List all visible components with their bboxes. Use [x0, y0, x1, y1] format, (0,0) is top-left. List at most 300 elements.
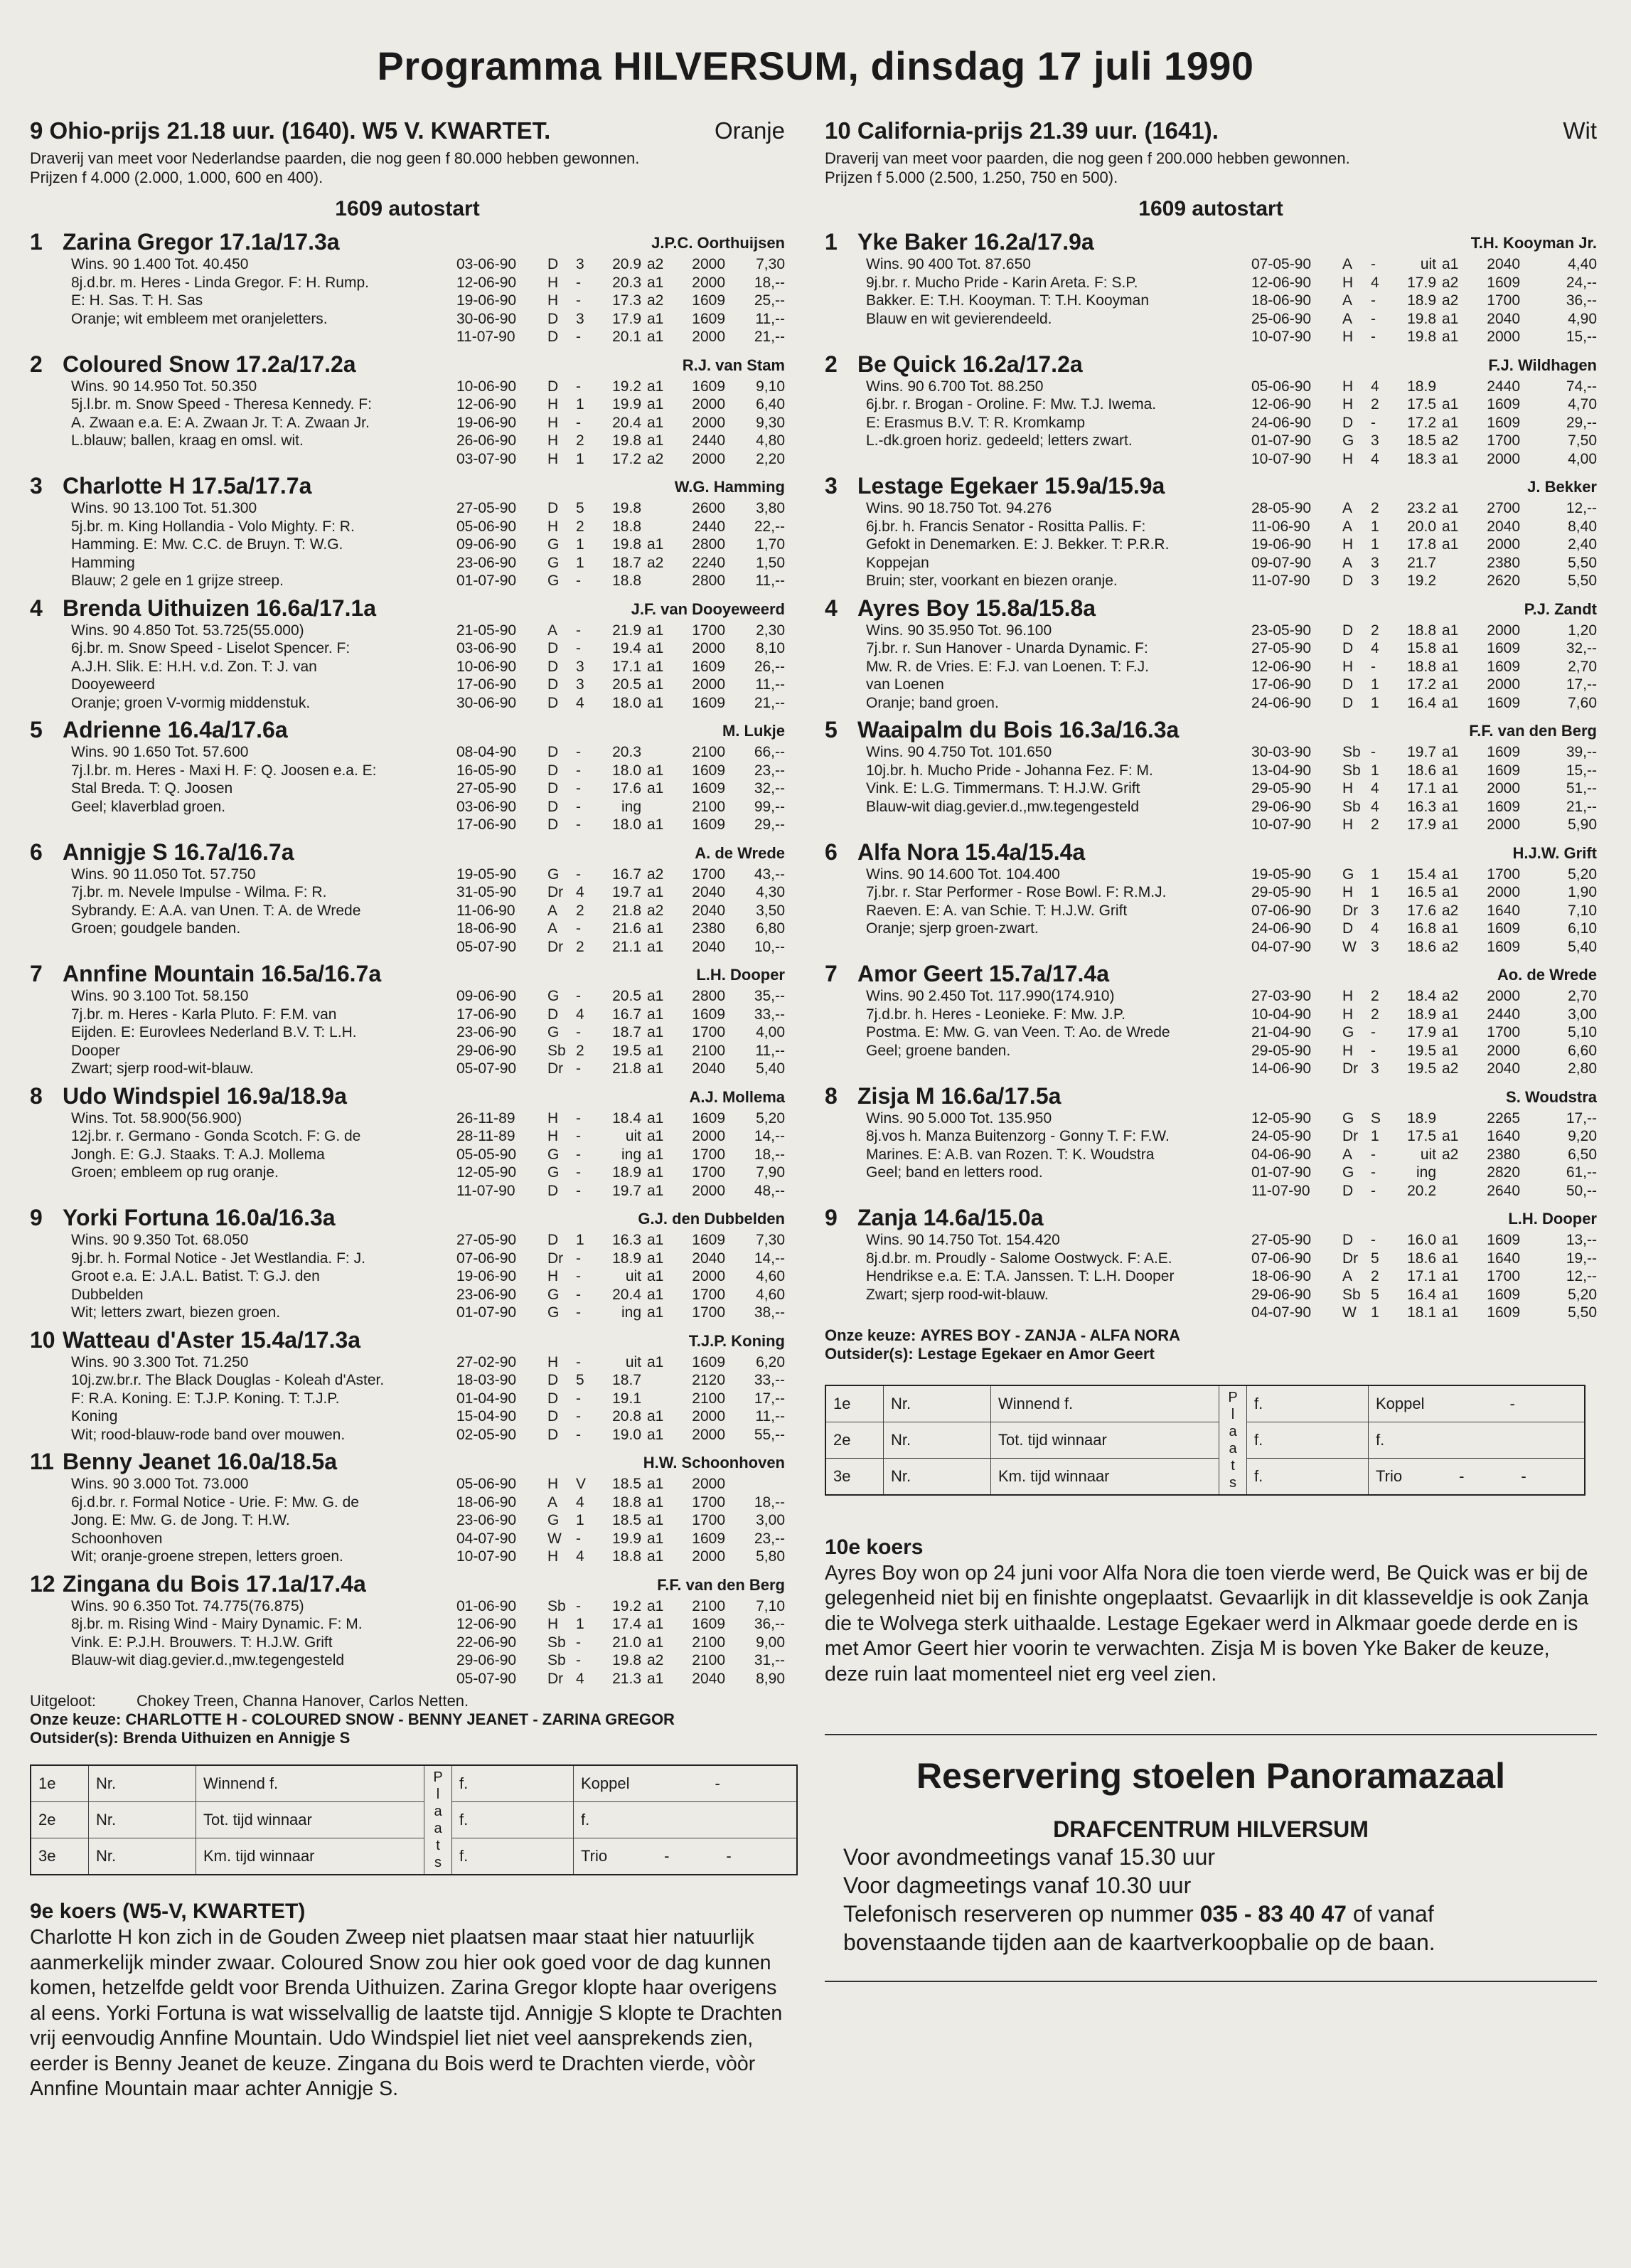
- result-cell: -: [576, 1109, 581, 1127]
- bet-number-field[interactable]: Nr.: [884, 1422, 991, 1458]
- outsider-label: Outsider(s):: [825, 1344, 914, 1363]
- result-cell: 2440: [1487, 378, 1520, 395]
- horse-entry: [825, 716, 1597, 834]
- result-cell: 2380: [1487, 554, 1520, 571]
- horse-detail-line: 6j.br. r. Brogan - Oroline. F: Mw. T.J. Iwema.: [866, 396, 1157, 412]
- result-cell: 3: [1371, 902, 1379, 919]
- result-cell: 1700: [692, 1024, 725, 1040]
- result-cell: Sb: [1342, 798, 1361, 815]
- results-table: [456, 1597, 785, 1688]
- result-cell: 2000: [692, 414, 725, 431]
- result-cell: 20.4: [612, 1286, 641, 1303]
- result-cell: 4: [1371, 780, 1379, 797]
- race-10-picks: [825, 1326, 1597, 1363]
- result-cell: -: [1371, 658, 1376, 675]
- result-cell: 1609: [1487, 798, 1520, 815]
- horse-name-line: [30, 351, 456, 378]
- result-cell: 18.8: [1407, 622, 1436, 639]
- result-row: [456, 1426, 785, 1444]
- result-cell: a1: [647, 1060, 664, 1077]
- result-row: [1251, 920, 1597, 938]
- result-cell: 2: [576, 1042, 584, 1059]
- horse-detail-line: 8j.vos h. Manza Buitenzorg - Gonny T. F: F.W.: [866, 1128, 1170, 1144]
- result-row: [456, 1670, 785, 1688]
- result-cell: 3: [576, 256, 584, 272]
- horse-detail-line: 7j.br. r. Star Performer - Rose Bowl. F: R.M.J.: [866, 884, 1167, 900]
- result-cell: a1: [1442, 396, 1459, 412]
- result-cell: 27-05-90: [456, 1232, 517, 1248]
- result-cell: -: [576, 1390, 581, 1407]
- result-row: [1251, 1286, 1597, 1304]
- bet-label: Km. tijd winnaar: [991, 1458, 1219, 1495]
- result-cell: 5,80: [756, 1548, 785, 1565]
- result-cell: 01-06-90: [456, 1597, 517, 1614]
- result-cell: 1: [1371, 1304, 1379, 1321]
- result-cell: 23,--: [754, 1530, 785, 1547]
- result-cell: 03-06-90: [456, 256, 517, 272]
- result-cell: 19.9: [612, 1530, 641, 1547]
- result-cell: a1: [1442, 518, 1459, 535]
- bet-row: [825, 1458, 1585, 1495]
- horse-info: [825, 1082, 1251, 1200]
- result-cell: a1: [1442, 694, 1459, 711]
- horse-results: [456, 228, 785, 346]
- result-cell: 18.9: [1407, 1006, 1436, 1023]
- plaats-letter: l: [436, 1787, 440, 1802]
- horse-entry: [825, 472, 1597, 590]
- horse-name: Benny Jeanet 16.0a/18.5a: [63, 1449, 338, 1474]
- result-row: [456, 378, 785, 396]
- horse-detail-line: Oranje; groen V-vormig middenstuk.: [71, 694, 311, 711]
- result-cell: 2000: [692, 1128, 725, 1144]
- plaats-letter: t: [1231, 1457, 1235, 1474]
- result-cell: G: [547, 536, 560, 553]
- horse-detail-line: Wins. 90 400 Tot. 87.650: [866, 256, 1031, 272]
- horse-detail-line: Oranje; sjerp groen-zwart.: [866, 920, 1039, 937]
- plaats-letter: a: [1229, 1423, 1237, 1439]
- result-cell: 11-07-90: [456, 1182, 515, 1199]
- result-row: [456, 1146, 785, 1164]
- result-cell: 17,--: [754, 1390, 785, 1407]
- horse-detail-line: Blauw-wit diag.gevier.d.,mw.tegengesteld: [866, 798, 1140, 815]
- trainer-name: H.W. Schoonhoven: [643, 1454, 785, 1471]
- result-cell: 27-03-90: [1251, 988, 1312, 1004]
- result-cell: 19.5: [1407, 1042, 1436, 1059]
- result-row: [456, 866, 785, 884]
- result-cell: a1: [647, 1530, 664, 1547]
- result-cell: 8,90: [756, 1670, 785, 1687]
- result-cell: 29-06-90: [456, 1042, 517, 1059]
- result-cell: 4,90: [1568, 310, 1597, 327]
- result-row: [456, 1475, 785, 1494]
- bet-number-field[interactable]: Nr.: [89, 1802, 196, 1838]
- result-cell: A: [1342, 518, 1353, 535]
- result-cell: 18.9: [1407, 1109, 1436, 1127]
- bet-amount-field[interactable]: f.: [452, 1802, 574, 1838]
- trainer-name: T.H. Kooyman Jr.: [1470, 234, 1597, 252]
- bet-extra[interactable]: [574, 1838, 798, 1875]
- promo-text: of vanaf: [1346, 1901, 1434, 1927]
- race-10-bet-form: [825, 1385, 1585, 1496]
- result-cell: 74,--: [1566, 378, 1597, 395]
- result-cell: [647, 743, 675, 762]
- result-cell: a1: [647, 622, 664, 639]
- result-cell: 2000: [1487, 884, 1520, 900]
- result-cell: D: [547, 500, 559, 516]
- horse-info: [30, 472, 456, 590]
- horse-detail-line: Wins. 90 6.700 Tot. 88.250: [866, 378, 1044, 395]
- result-cell: 3: [1371, 938, 1379, 955]
- result-cell: 1609: [1487, 658, 1520, 675]
- result-cell: 23-06-90: [456, 1024, 517, 1040]
- horse-detail-line: van Loenen: [866, 676, 944, 693]
- horse-entry: [825, 960, 1597, 1078]
- result-cell: A: [1342, 256, 1353, 272]
- result-cell: D: [547, 1182, 559, 1199]
- result-cell: 1700: [692, 866, 725, 883]
- result-cell: a1: [1442, 798, 1459, 815]
- bet-number-field[interactable]: Nr.: [89, 1765, 196, 1802]
- bet-extra[interactable]: [574, 1802, 798, 1838]
- result-cell: 19-05-90: [456, 866, 517, 883]
- result-cell: -: [1371, 1042, 1376, 1059]
- result-cell: Dr: [547, 884, 564, 900]
- result-cell: uit: [625, 1353, 641, 1370]
- bet-amount-field[interactable]: f.: [452, 1765, 574, 1802]
- result-cell: 19-05-90: [1251, 866, 1312, 883]
- result-cell: 1609: [1487, 762, 1520, 779]
- horse-number: 1: [30, 229, 43, 255]
- horse-detail-line: 12j.br. r. Germano - Gonda Scotch. F: G. de: [71, 1128, 361, 1144]
- result-cell: 26-06-90: [456, 432, 517, 449]
- result-row: [456, 798, 785, 816]
- horse-number: 9: [30, 1205, 43, 1230]
- bet-extra[interactable]: [574, 1765, 798, 1802]
- result-cell: D: [1342, 920, 1354, 937]
- result-cell: -: [576, 1182, 581, 1199]
- result-cell: -: [576, 1060, 581, 1077]
- result-cell: 3,50: [756, 902, 785, 919]
- result-row: [456, 292, 785, 310]
- result-cell: -: [576, 1164, 581, 1181]
- result-cell: uit: [1420, 256, 1436, 272]
- horse-number: 7: [30, 961, 43, 986]
- bet-amount-field[interactable]: f.: [1247, 1422, 1369, 1458]
- result-cell: Sb: [1342, 744, 1361, 760]
- result-cell: 1609: [692, 310, 725, 327]
- result-cell: -: [576, 866, 581, 883]
- horse-name-line: [825, 1082, 1251, 1109]
- horse-info: [30, 1448, 456, 1566]
- result-cell: 8,40: [1568, 518, 1597, 535]
- horse-name-line: [30, 1082, 456, 1109]
- result-cell: 10-07-90: [1251, 329, 1312, 345]
- result-cell: 2620: [1487, 573, 1520, 589]
- race-9-picks: [30, 1692, 785, 1747]
- horse-entry: [30, 351, 785, 469]
- result-row: [1251, 378, 1597, 396]
- result-row: [1251, 274, 1597, 292]
- race-10-start-type: 1609 autostart: [1138, 197, 1283, 220]
- result-cell: 15.4: [1407, 866, 1436, 883]
- result-cell: 19.8: [612, 1652, 641, 1668]
- result-cell: 19.7: [612, 884, 641, 900]
- result-cell: 2000: [1487, 622, 1520, 639]
- result-cell: 18.8: [612, 1494, 641, 1511]
- result-cell: 21.9: [612, 622, 641, 639]
- plaats-letter: l: [1231, 1406, 1235, 1422]
- horse-detail-line: E: Erasmus B.V. T: R. Kromkamp: [866, 414, 1086, 431]
- bet-number-field[interactable]: Nr.: [884, 1458, 991, 1495]
- result-cell: 07-06-90: [1251, 902, 1312, 919]
- result-cell: 1700: [1487, 292, 1520, 309]
- result-cell: a1: [1442, 676, 1459, 693]
- result-cell: 15-04-90: [456, 1408, 517, 1425]
- bet-extra[interactable]: [1369, 1458, 1585, 1495]
- race-9-comment-title: 9e koers (W5-V, KWARTET): [30, 1900, 306, 1923]
- result-cell: 1609: [1487, 920, 1520, 937]
- result-cell: 29-06-90: [1251, 1286, 1312, 1303]
- result-cell: 99,--: [754, 798, 785, 815]
- result-cell: a2: [1442, 902, 1459, 919]
- trainer-name: Ao. de Wrede: [1497, 966, 1597, 984]
- result-cell: 10,--: [754, 938, 785, 955]
- result-cell: 2000: [1487, 329, 1520, 345]
- result-cell: 2,80: [1568, 1060, 1597, 1077]
- horse-info: [825, 595, 1251, 713]
- horse-entry: [825, 228, 1597, 346]
- result-cell: a1: [647, 1670, 664, 1687]
- result-cell: 20.5: [612, 988, 641, 1004]
- bet-extra[interactable]: [1369, 1422, 1585, 1458]
- result-cell: 20.3: [612, 744, 641, 760]
- result-cell: 23-06-90: [456, 1512, 517, 1528]
- result-cell: 2000: [692, 640, 725, 656]
- horse-number: 2: [825, 351, 838, 377]
- result-row: [456, 987, 785, 1006]
- result-cell: 17,--: [1566, 676, 1597, 693]
- result-cell: 19-06-90: [1251, 536, 1312, 553]
- result-cell: -: [576, 1597, 581, 1614]
- result-row: [1251, 414, 1597, 432]
- horse-detail-line: Wins. 90 4.750 Tot. 101.650: [866, 744, 1052, 760]
- result-cell: 19.4: [612, 640, 641, 656]
- dash: -: [726, 1847, 732, 1865]
- horse-entry: [30, 960, 785, 1078]
- result-cell: a1: [1442, 866, 1459, 883]
- result-cell: 03-07-90: [456, 450, 517, 467]
- horse-number: 8: [30, 1082, 43, 1109]
- horse-detail-line: 10j.br. h. Mucho Pride - Johanna Fez. F: M.: [866, 762, 1153, 779]
- result-cell: 09-06-90: [456, 988, 517, 1004]
- result-row: [456, 1390, 785, 1408]
- horse-detail-line: Eijden. E: Eurovlees Nederland B.V. T: L.H.: [71, 1024, 357, 1040]
- result-cell: 2000: [692, 329, 725, 345]
- result-cell: 31-05-90: [456, 884, 517, 900]
- result-cell: 4: [576, 694, 584, 711]
- result-cell: 2380: [692, 920, 725, 937]
- result-row: [1251, 450, 1597, 469]
- result-cell: a1: [1442, 450, 1459, 467]
- result-cell: 18,--: [754, 1146, 785, 1163]
- result-cell: 24-06-90: [1251, 920, 1312, 937]
- result-cell: 2000: [1487, 450, 1520, 467]
- result-cell: 2440: [692, 518, 725, 535]
- result-cell: 1609: [692, 378, 725, 395]
- horse-detail-line: Wit; rood-blauw-rode band over mouwen.: [71, 1426, 346, 1443]
- result-cell: 32,--: [754, 780, 785, 797]
- result-cell: 17.1: [1407, 780, 1436, 797]
- result-cell: 15,--: [1566, 329, 1597, 345]
- result-cell: 2: [1371, 500, 1379, 516]
- result-cell: 12-06-90: [1251, 396, 1312, 412]
- result-cell: 07-06-90: [456, 1250, 517, 1267]
- result-cell: H: [1342, 396, 1354, 412]
- result-cell: 4: [1371, 274, 1379, 291]
- result-cell: G: [547, 1512, 560, 1528]
- result-cell: [1442, 554, 1470, 573]
- race-9-prize-line: Prijzen f 4.000 (2.000, 1.000, 600 en 400).: [30, 169, 323, 186]
- bet-label: Winnend f.: [196, 1765, 424, 1802]
- result-cell: Dr: [1342, 1250, 1359, 1267]
- bet-number-field[interactable]: Nr.: [89, 1838, 196, 1875]
- result-cell: Sb: [547, 1042, 566, 1059]
- result-cell: 2100: [692, 1597, 725, 1614]
- result-cell: 2000: [692, 1182, 725, 1199]
- result-row: [456, 938, 785, 957]
- horse-results: [456, 1570, 785, 1688]
- result-cell: D: [547, 816, 559, 833]
- result-cell: a1: [1442, 1268, 1459, 1284]
- result-cell: -: [576, 1304, 581, 1321]
- result-cell: 21.0: [612, 1634, 641, 1651]
- result-cell: A: [1342, 1146, 1353, 1163]
- result-row: [456, 920, 785, 938]
- result-cell: H: [547, 274, 559, 291]
- result-cell: 17.2: [1407, 414, 1436, 431]
- result-cell: 1: [576, 536, 584, 553]
- result-cell: 18.4: [612, 1109, 641, 1127]
- result-cell: 18.7: [612, 1024, 641, 1040]
- bet-number-field[interactable]: Nr.: [884, 1385, 991, 1422]
- result-cell: G: [547, 988, 560, 1004]
- bet-label: Winnend f.: [991, 1385, 1219, 1422]
- horse-detail-line: Gefokt in Denemarken. E: J. Bekker. T: P.R.R.: [866, 536, 1170, 553]
- dash: -: [1509, 1394, 1515, 1412]
- result-cell: 1: [1371, 762, 1379, 779]
- result-row: [456, 274, 785, 292]
- race-9-color: Oranje: [714, 117, 785, 144]
- result-cell: 2: [1371, 396, 1379, 412]
- bet-extra[interactable]: [1369, 1385, 1585, 1422]
- result-cell: [1442, 1182, 1470, 1200]
- bet-row: [31, 1765, 797, 1802]
- horse-detail-line: Wins. 90 2.450 Tot. 117.990(174.910): [866, 988, 1115, 1004]
- horse-entry: [825, 351, 1597, 469]
- result-cell: -: [576, 1426, 581, 1443]
- plaats-letter: s: [1229, 1474, 1236, 1491]
- horse-entry: [30, 472, 785, 590]
- result-row: [456, 883, 785, 902]
- result-cell: a2: [647, 450, 664, 467]
- result-cell: 5,20: [1568, 1286, 1597, 1303]
- result-cell: 11,--: [755, 573, 785, 589]
- result-cell: H: [547, 1128, 559, 1144]
- result-row: [1251, 1146, 1597, 1164]
- result-row: [456, 676, 785, 694]
- bet-amount-field[interactable]: f.: [1247, 1385, 1369, 1422]
- result-cell: 18.4: [1407, 988, 1436, 1004]
- horse-detail-line: Schoonhoven: [71, 1530, 163, 1547]
- result-cell: 2265: [1487, 1109, 1520, 1127]
- result-cell: Dr: [547, 938, 564, 955]
- result-cell: D: [547, 676, 559, 693]
- horse-detail-line: Zwart; sjerp rood-wit-blauw.: [71, 1060, 254, 1077]
- result-cell: 2000: [692, 1548, 725, 1565]
- result-cell: [647, 572, 675, 590]
- result-cell: -: [576, 378, 581, 395]
- result-cell: 1609: [1487, 1304, 1520, 1321]
- race-10-condition-line: Draverij van meet voor paarden, die nog geen f 200.000 hebben gewonnen.: [825, 149, 1350, 167]
- result-cell: 2040: [692, 1250, 725, 1267]
- result-cell: 29-05-90: [1251, 884, 1312, 900]
- result-cell: a1: [647, 329, 664, 345]
- result-cell: a1: [647, 1408, 664, 1425]
- result-row: [1251, 622, 1597, 640]
- horse-detail-line: 6j.br. m. Snow Speed - Liselot Spencer. F:: [71, 640, 351, 656]
- result-cell: 19.8: [612, 536, 641, 553]
- result-cell: 2100: [692, 798, 725, 815]
- page-title: Programma HILVERSUM, dinsdag 17 juli 1990: [377, 43, 1254, 88]
- bet-amount-field[interactable]: f.: [452, 1838, 574, 1875]
- result-row: [456, 499, 785, 518]
- bet-place: 1e: [825, 1385, 884, 1422]
- result-cell: 01-04-90: [456, 1390, 517, 1407]
- result-cell: W: [547, 1530, 562, 1547]
- result-cell: D: [547, 1232, 559, 1248]
- bet-amount-field[interactable]: f.: [1247, 1458, 1369, 1495]
- result-row: [456, 658, 785, 676]
- result-cell: uit: [1420, 1146, 1436, 1163]
- result-cell: 5: [576, 500, 584, 516]
- result-cell: 1700: [692, 1304, 725, 1321]
- result-cell: W: [1342, 938, 1357, 955]
- result-cell: 14,--: [754, 1250, 785, 1267]
- result-cell: 1700: [1487, 1268, 1520, 1284]
- result-cell: A: [1342, 500, 1353, 516]
- result-cell: D: [1342, 694, 1354, 711]
- result-cell: 19.2: [612, 378, 641, 395]
- result-cell: a2: [647, 292, 664, 309]
- result-cell: 2,70: [1568, 988, 1597, 1004]
- result-cell: 2800: [692, 536, 725, 553]
- result-row: [1251, 395, 1597, 414]
- result-row: [1251, 432, 1597, 450]
- result-cell: 7,10: [1568, 902, 1597, 919]
- result-cell: H: [547, 1268, 559, 1284]
- result-cell: D: [1342, 676, 1354, 693]
- result-cell: 2: [576, 902, 584, 919]
- result-cell: 4,60: [756, 1286, 785, 1303]
- result-cell: [647, 1371, 675, 1390]
- result-cell: 21,--: [754, 329, 785, 345]
- result-cell: a1: [1442, 1286, 1459, 1303]
- horse-number: 2: [30, 351, 43, 377]
- result-cell: 2100: [692, 744, 725, 760]
- result-cell: a1: [1442, 1042, 1459, 1059]
- result-cell: Sb: [1342, 762, 1361, 779]
- horse-info: [30, 351, 456, 469]
